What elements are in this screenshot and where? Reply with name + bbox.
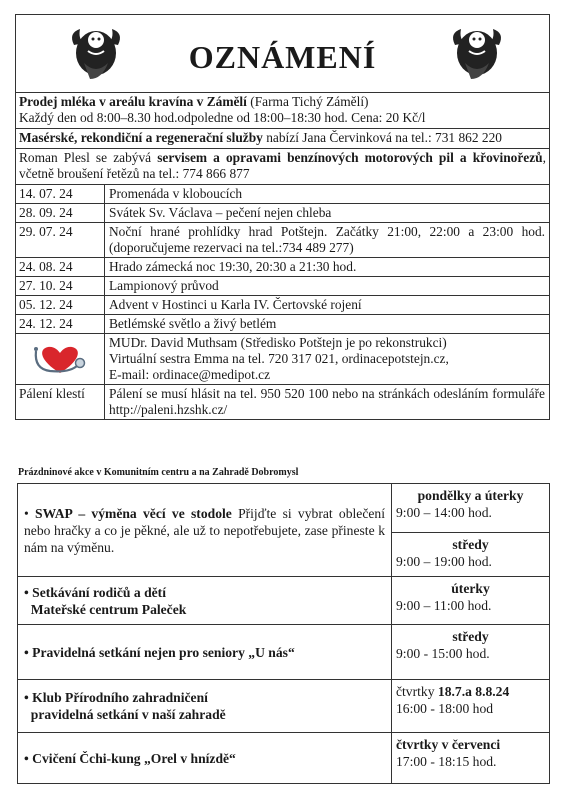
event-text: Promenáda v kloboucích	[109, 186, 243, 201]
event-description: • Pravidelná setkání nejen pro seniory „U nás“	[18, 625, 392, 679]
schedule-time: 16:00 - 18:00 hod	[396, 701, 494, 716]
schedule-day: čtvrtky v červenci	[396, 737, 501, 752]
massage-notice-title: Masérské, rekondiční a regenerační služby	[19, 130, 263, 145]
event-title: Klub Přírodního zahradničení	[32, 690, 208, 705]
event-date: 14. 07. 24	[16, 185, 105, 203]
event-description: • SWAP – výměna věcí ve stodole Přijďte si vybrat oblečení nebo hračky a co je pěkné, ale už to nepotřebujete, zase přineste k nám na výměnu.	[18, 484, 392, 576]
event-text: Advent v Hostinci u Karla IV. Čertovské rojení	[109, 297, 362, 312]
schedule-day: pondělky a úterky	[417, 488, 524, 503]
event-text: Betlémské světlo a živý betlém	[109, 316, 277, 331]
event-row	[16, 222, 549, 257]
event-text: Svátek Sv. Václava – pečení nejen chleba	[109, 205, 332, 220]
milk-notice-hours: Každý den od 8:00–8.30 hod.odpoledne od 18:00–18:30 hod. Cena: 20 Kč/l	[19, 110, 426, 125]
event-title: Pravidelná setkání nejen pro seniory „U nás“	[32, 644, 295, 660]
event-description: • Setkávání rodičů a dětí Mateřské centrum Paleček	[18, 577, 392, 624]
schedule-day: čtvrtky	[396, 684, 438, 699]
doctor-row	[16, 333, 549, 384]
service-notice	[16, 148, 549, 184]
milk-notice-title: Prodej mléka v areálu kravína v Zámělí	[19, 94, 247, 109]
service-notice-contact: , včetně broušení řetězů na tel.: 774 866 877	[19, 150, 546, 181]
schedule-day: úterky	[451, 581, 490, 596]
event-schedule	[392, 680, 549, 732]
heart-stethoscope-icon	[16, 334, 105, 384]
service-notice-title: servisem a opravami benzínových motorových pil a křovinořezů	[157, 150, 543, 165]
cherub-icon	[447, 23, 507, 81]
event-title: Setkávání rodičů a dětí	[32, 584, 166, 600]
event-garden-club	[18, 679, 549, 732]
event-schedule	[392, 625, 549, 679]
event-row	[16, 203, 549, 222]
event-text: Lampionový průvod	[109, 278, 219, 293]
event-title: Cvičení Čchi-kung „Orel v hnízdě“	[32, 750, 236, 766]
event-text: Hrado zámecká noc 19:30, 20:30 a 21:30 hod.	[109, 259, 357, 274]
event-row	[16, 295, 549, 314]
event-date: 05. 12. 24	[16, 296, 105, 314]
holiday-events-table	[17, 483, 550, 784]
milk-notice-farm: (Farma Tichý Zámělí)	[246, 94, 369, 109]
event-description: • Cvičení Čchi-kung „Orel v hnízdě“	[18, 733, 392, 783]
event-schedule	[392, 484, 549, 576]
event-detail: pravidelná setkání v naší zahradě	[30, 707, 226, 722]
schedule-day: středy	[452, 629, 489, 644]
schedule-slot	[392, 625, 549, 679]
schedule-slot	[392, 484, 549, 532]
event-date: 29. 07. 24	[16, 223, 105, 257]
event-detail: Přijďte si vybrat oblečení nebo hračky a co je pěkné, ale už to nepotřebujete, zase přineste k nám na výměnu.	[24, 505, 385, 555]
event-chi-kung	[18, 732, 549, 783]
burning-row	[16, 384, 549, 419]
event-date: 24. 08. 24	[16, 258, 105, 276]
event-description: • Klub Přírodního zahradničení pravidelná setkání v naší zahradě	[18, 680, 392, 732]
milk-notice	[16, 93, 549, 128]
massage-notice	[16, 128, 549, 148]
schedule-slot	[392, 733, 549, 783]
schedule-slot	[392, 680, 549, 732]
event-seniors	[18, 624, 549, 679]
massage-notice-contact: nabízí Jana Červinková na tel.: 731 862 220	[262, 130, 502, 145]
event-swap	[18, 484, 549, 576]
event-row	[16, 184, 549, 203]
event-row	[16, 276, 549, 295]
header	[15, 14, 550, 92]
doctor-phone: Virtuální sestra Emma na tel. 720 317 021, ordinacepotstejn.cz,	[109, 351, 449, 366]
schedule-slot	[392, 577, 549, 624]
event-text: Noční hrané prohlídky hrad Potštejn. Začátky 21:00, 22:00 a 23:00 hod. (doporučujeme rezervaci na tel.:734 489 277)	[109, 224, 545, 255]
doctor-info	[105, 334, 549, 384]
doctor-email: E-mail: ordinace@medipot.cz	[109, 367, 271, 382]
event-schedule	[392, 733, 549, 783]
schedule-dates: 18.7.a 8.8.24	[437, 684, 510, 699]
burning-text: Pálení se musí hlásit na tel. 950 520 100 nebo na stránkách odesláním formuláře http://paleni.hzshk.cz/	[109, 386, 545, 417]
schedule-day: středy	[452, 537, 489, 552]
event-title: SWAP – výměna věcí ve stodole	[35, 505, 232, 521]
section-title: Prázdninové akce v Komunitním centru a na Zahradě Dobromysl	[18, 467, 299, 478]
event-date: 28. 09. 24	[16, 204, 105, 222]
schedule-time: 9:00 - 15:00 hod.	[396, 646, 490, 661]
notice-sheet	[15, 14, 550, 420]
schedule-time: 9:00 – 11:00 hod.	[396, 598, 492, 613]
event-date: 27. 10. 24	[16, 277, 105, 295]
page-title: OZNÁMENÍ	[188, 39, 377, 75]
event-parents	[18, 576, 549, 624]
event-detail: Mateřské centrum Paleček	[30, 601, 187, 617]
schedule-time: 9:00 – 19:00 hod.	[396, 554, 492, 569]
schedule-time: 17:00 - 18:15 hod.	[396, 754, 497, 769]
service-notice-intro: Roman Plesl se zabývá	[19, 150, 158, 165]
schedule-time: 9:00 – 14:00 hod.	[396, 505, 492, 520]
doctor-name: MUDr. David Muthsam (Středisko Potštejn je po rekonstrukci)	[109, 335, 447, 350]
notices-table	[15, 92, 550, 420]
event-schedule	[392, 577, 549, 624]
schedule-slot	[392, 532, 549, 576]
event-date: 24. 12. 24	[16, 315, 105, 333]
event-row	[16, 257, 549, 276]
event-row	[16, 314, 549, 333]
burning-label: Pálení klestí	[16, 385, 105, 419]
